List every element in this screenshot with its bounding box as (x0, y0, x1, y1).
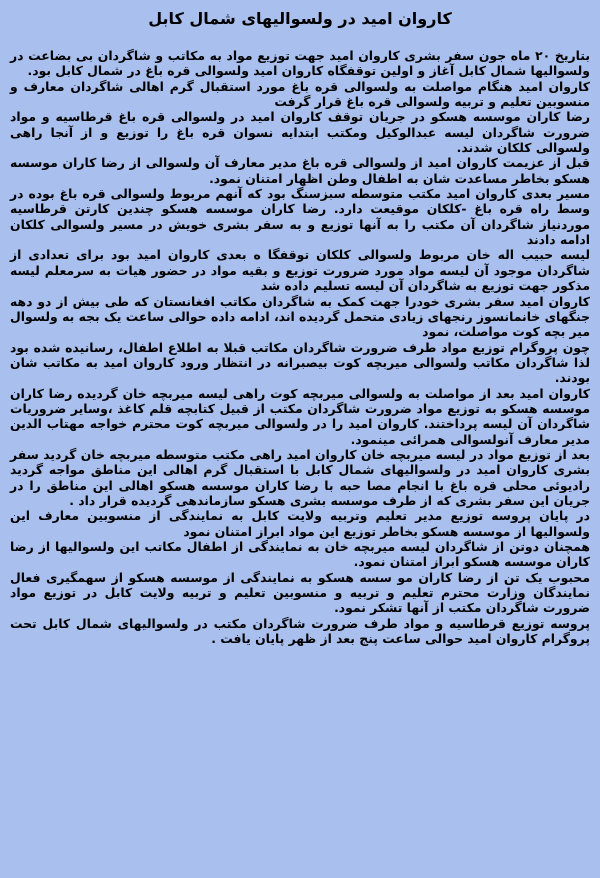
paragraph: در پایان پروسه توزیع مدیر تعلیم وتربیه ولایت کابل به نمایندگی از منسوبین معارف این ولسوالیها از موسسه هسکو بخاطر توزیع این مواد ابراز امتنان نمود (10, 508, 590, 539)
paragraph: چون پروگرام توزیع مواد طرف ضرورت شاگردان مکاتب قبلا به اطلاع اطفال، رسانیده شده بود لذا شاگردان مکاتب ولسوالی میربچه کوت بیصبرانه در انتظار ورود کاروان امید به مکاتب شان بودند. (10, 339, 590, 386)
paragraph: کاروان امید سفر بشری خودرا جهت کمک به شاگردان مکاتب افغانستان که طی بیش از دو دهه جنگهای خانمانسوز رنجهای زیادی متحمل گردیده اند، ادامه داده حوالی ساعت یک بجه به ولسوال میر بچه کوت مواصلت، نمود (10, 293, 590, 340)
paragraph: مسیر بعدی کاروان امید مکتب متوسطه سبزسنگ بود که آنهم مربوط ولسوالی قره باغ بوده در وسط راه قره باغ -کلکان موقیعت دارد. رضا کاران موسسه هسکو چندین کارتن قرطاسیه موردنیاز شاگردان آن مکتب را به آنها توزیع و به سفر بشری خویش در مسیر ولسوالی کلکان ادامه دادند (10, 186, 590, 248)
paragraph: پروسه توزیع قرطاسیه و مواد طرف ضرورت شاگردان مکتب در ولسوالیهای شمال کابل تحت پروگرام کاروان امید حوالی ساعت پنج بعد از ظهر پایان یافت . (10, 615, 590, 647)
article-title: کاروان امید در ولسوالیهای شمال کابل (148, 9, 452, 28)
paragraph: کاروان امید هنگام مواصلت به ولسوالی قره باغ مورد استقبال گرم اهالی شاگردان معارف و منسوبین تعلیم و تربیه ولسوالی قره باغ قرار گرفت (10, 78, 590, 110)
paragraph: کاروان امید بعد از مواصلت به ولسوالی میربچه کوت راهی لیسه میربچه خان گردیده رضا کاران موسسه هسکو به توزیع مواد ضرورت شاگردان مکتب از قبیل کتابچه قلم کاغذ ،وسایر ضروریات شاگردان آن لیسه پرداختند. کاروان امید را در ولسوالی میربچه کوت محترم خواجه مهتاب الدین مدیر معارف آنولسوالی همرائی مینمود. (10, 385, 590, 447)
paragraph: بتاریخ ۲۰ ماه جون سفر بشری کاروان امید جهت توزیع مواد به مکاتب و شاگردان بی بضاعت در ولسوالیها شمال کابل آغاز و اولین توقفگاه کاروان امید ولسوالی قره باغ در شمال کابل بود. (10, 48, 590, 79)
paragraph: قبل از عزیمت کاروان امید از ولسوالی قره باغ مدیر معارف آن ولسوالی از رضا کاران موسسه هسکو بخاطر مساعدت شان به اطفال وطن اظهار امتنان نمود. (10, 155, 590, 186)
paragraph: بعد از توزیع مواد در لیسه میربچه خان کاروان امید راهی مکتب متوسطه میربچه خان گردید سفر بشری کاروان امید در ولسوالیهای شمال کابل با استقبال گرم اهالی این مناطق مواجه گردید رادیوئی محلی قره باغ با انجام مصا حبه با رضا کاران موسسه هسکو اهالی این مناطق را در جریان این سفر بشری که از طرف موسسه بشری هسکو سازماندهی گردیده قرار داد . (10, 446, 590, 508)
paragraph: محبوب یک تن از رضا کاران مو سسه هسکو به نمایندگی از موسسه هسکو از سهمگیری فعال نمایندگان وزارت محترم تعلیم و تربیه و منسوبین تعلیم و تربیه ولایت کابل در توزیع مواد ضرورت شاگردان مکتب از آنها تشکر نمود. (10, 569, 590, 616)
paragraph: همچنان دوتن از شاگردان لیسه میربچه خان به نمایندگی از اطفال مکاتب این ولسوالیها از رضا کاران موسسه هسکو ابراز امتنان نمود. (10, 539, 590, 570)
article-body (10, 48, 590, 646)
paragraph: رضا کاران موسسه هسکو در جریان توقف کاروان امید در ولسوالی قره باغ قرطاسیه و مواد ضرورت شاگردان لیسه عبدالوکیل ومکتب ابتدایه نسوان قره باغ را توزیع و از آنجا راهی ولسوالی کلکان شدند. (10, 109, 590, 156)
paragraph: لیسه حبیب اله خان مربوط ولسوالی کلکان توقفگا ه بعدی کاروان امید بود برای تعدادی از شاگردان موجود آن لیسه مواد مورد ضرورت توزیع و بقیه مواد در حضور هیات به سرمعلم لیسه مذکور جهت توزیع به شاگردان آن لیسه تسلیم داده شد (10, 247, 590, 294)
